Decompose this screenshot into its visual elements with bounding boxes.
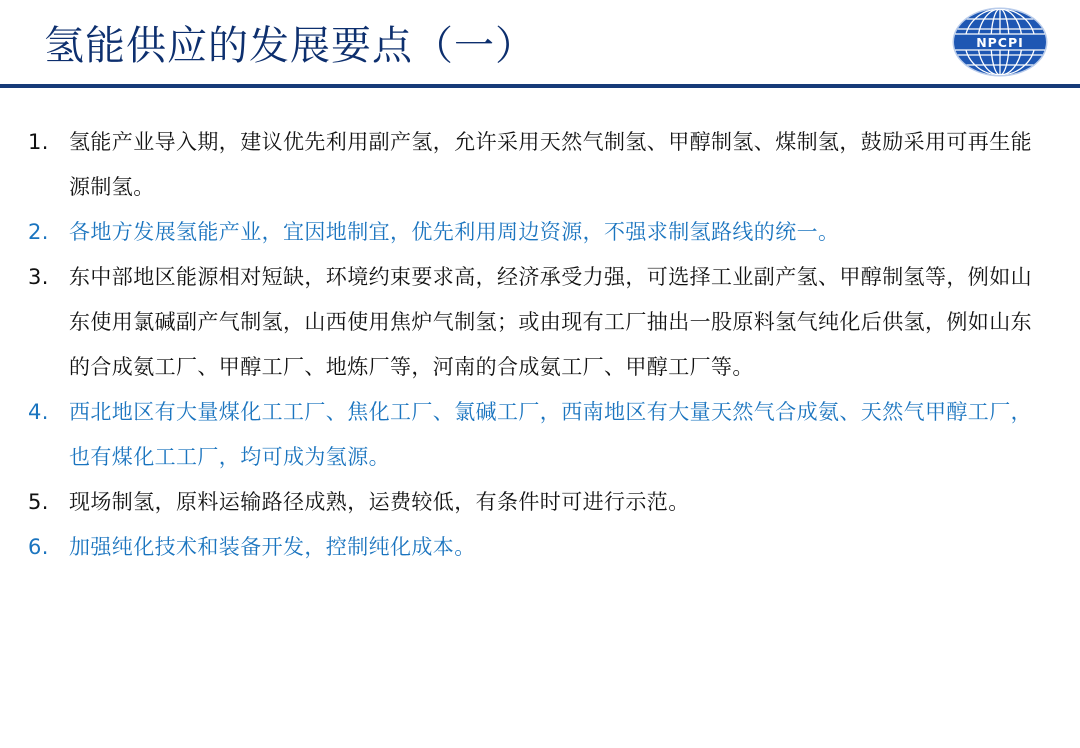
list-item-5 (28, 480, 1048, 525)
item-text: 现场制氢，原料运输路径成熟，运费较低，有条件时可进行示范。 (69, 490, 690, 514)
title-divider (0, 84, 1080, 88)
item-text: 氢能产业导入期，建议优先利用副产氢，允许采用天然气制氢、甲醇制氢、煤制氢，鼓励采用可再生能源制氢。 (69, 130, 1032, 199)
item-text: 东中部地区能源相对短缺，环境约束要求高，经济承受力强，可选择工业副产氢、甲醇制氢等，例如山东使用氯碱副产气制氢，山西使用焦炉气制氢；或由现有工厂抽出一股原料氢气纯化后供氢，例如山东的合成氨工厂、甲醇工厂、地炼厂等，河南的合成氨工厂、甲醇工厂等。 (69, 265, 1032, 379)
list-item-3 (28, 255, 1048, 390)
key-points-list (28, 120, 1048, 570)
item-text: 加强纯化技术和装备开发，控制纯化成本。 (69, 535, 476, 559)
slide-header (0, 0, 1080, 86)
logo-text: NPCPI (976, 35, 1024, 50)
item-text: 各地方发展氢能产业，宜因地制宜，优先利用周边资源，不强求制氢路线的统一。 (69, 220, 840, 244)
npcpi-logo (951, 7, 1049, 77)
item-number: 3. (28, 265, 49, 289)
list-item-6 (28, 525, 1048, 570)
globe-logo-icon (951, 7, 1049, 77)
slide-title: 氢能供应的发展要点（一） (44, 23, 536, 69)
item-number: 5. (28, 490, 49, 514)
list-item-4 (28, 390, 1048, 480)
item-number: 2. (28, 220, 49, 244)
item-number: 4. (28, 400, 49, 424)
list-item-2 (28, 210, 1048, 255)
item-number: 1. (28, 130, 49, 154)
list-item-1 (28, 120, 1048, 210)
item-text: 西北地区有大量煤化工工厂、焦化工厂、氯碱工厂，西南地区有大量天然气合成氨、天然气甲醇工厂，也有煤化工工厂，均可成为氢源。 (69, 400, 1032, 469)
item-number: 6. (28, 535, 49, 559)
